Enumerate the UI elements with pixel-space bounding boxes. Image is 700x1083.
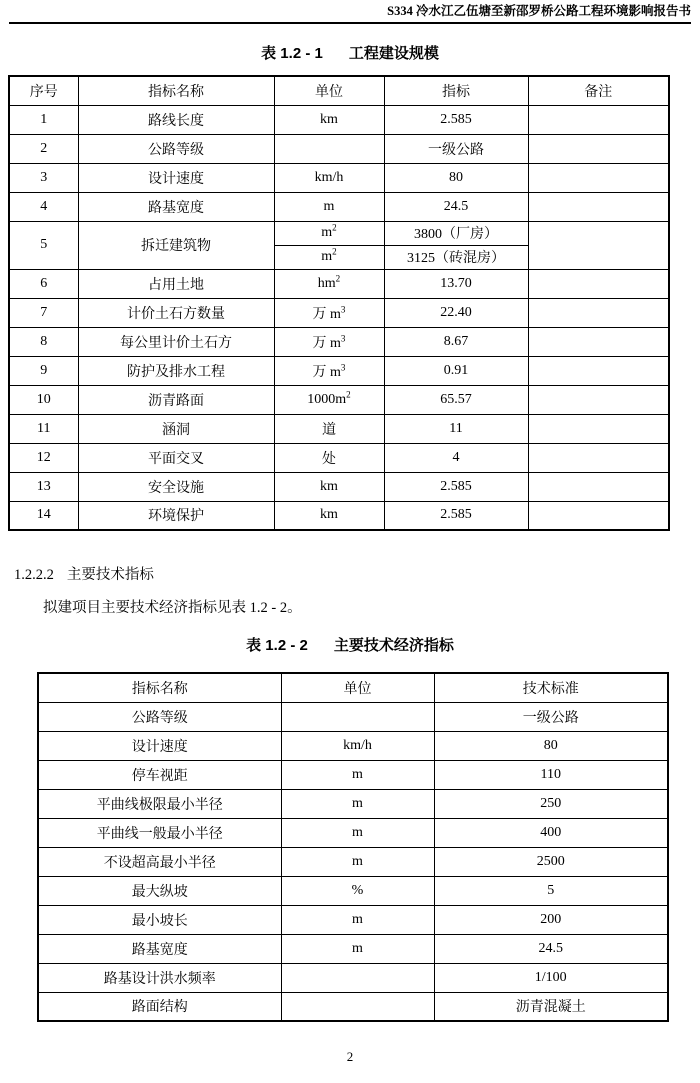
- unit-cell: m: [281, 934, 434, 963]
- indicator-name-cell: 平曲线极限最小半径: [38, 789, 281, 818]
- row-number-cell: 3: [9, 163, 78, 192]
- table1-caption-label: 表 1.2 - 1: [261, 45, 323, 62]
- page-number: 2: [346, 1049, 354, 1064]
- table-header-row: [38, 673, 668, 702]
- unit-cell: km: [274, 501, 384, 530]
- column-header: 指标: [384, 76, 528, 105]
- table-row: [38, 731, 668, 760]
- unit-cell: m: [274, 192, 384, 221]
- row-number-cell: 5: [9, 221, 78, 269]
- section-number: 1.2.2.2: [14, 567, 54, 583]
- column-header: 指标名称: [38, 673, 281, 702]
- standard-value-cell: 2500: [434, 847, 668, 876]
- unit-cell: [281, 992, 434, 1021]
- unit-cell: [281, 702, 434, 731]
- indicator-name-cell: 计价土石方数量: [78, 298, 274, 327]
- unit-cell: $m^2$: [274, 245, 384, 269]
- standard-value-cell: 1/100: [434, 963, 668, 992]
- indicator-name-cell: 最大纵坡: [38, 876, 281, 905]
- row-number-cell: 14: [9, 501, 78, 530]
- indicator-name-cell: 路面结构: [38, 992, 281, 1021]
- unit-cell: km: [274, 472, 384, 501]
- indicator-name-cell: 路线长度: [78, 105, 274, 134]
- indicator-name-cell: 路基宽度: [38, 934, 281, 963]
- unit-cell: [274, 134, 384, 163]
- table-row: [9, 501, 669, 530]
- unit-cell: 万 $m^3$: [274, 327, 384, 356]
- row-number-cell: 1: [9, 105, 78, 134]
- standard-value-cell: 5: [434, 876, 668, 905]
- unit-cell: 处: [274, 443, 384, 472]
- unit-cell: km/h: [281, 731, 434, 760]
- note-cell: [528, 385, 669, 414]
- note-cell: [528, 134, 669, 163]
- table-row: [9, 192, 669, 221]
- indicator-value-cell: 11: [384, 414, 528, 443]
- indicator-value-cell: 2.585: [384, 105, 528, 134]
- indicator-name-cell: 沥青路面: [78, 385, 274, 414]
- row-number-cell: 2: [9, 134, 78, 163]
- technical-indicators-table: [37, 672, 669, 1022]
- table-row: [38, 760, 668, 789]
- column-header: 单位: [281, 673, 434, 702]
- column-header: 序号: [9, 76, 78, 105]
- indicator-name-cell: 最小坡长: [38, 905, 281, 934]
- note-cell: [528, 414, 669, 443]
- table2-header: [38, 673, 668, 702]
- section-heading: [14, 566, 154, 585]
- table-row: [38, 992, 668, 1021]
- unit-cell: 万 $m^3$: [274, 356, 384, 385]
- indicator-value-cell: 13.70: [384, 269, 528, 298]
- table-row: [9, 134, 669, 163]
- document-header-title: S334 冷水江乙伍塘至新邵罗桥公路工程环境影响报告书: [387, 4, 691, 18]
- indicator-name-cell: 每公里计价土石方: [78, 327, 274, 356]
- indicator-value-cell: 8.67: [384, 327, 528, 356]
- indicator-value-cell: 22.40: [384, 298, 528, 327]
- column-header: 指标名称: [78, 76, 274, 105]
- table-row: [9, 163, 669, 192]
- indicator-name-cell: 公路等级: [78, 134, 274, 163]
- table1-caption-title: 工程建设规模: [348, 45, 439, 62]
- note-cell: [528, 443, 669, 472]
- standard-value-cell: 400: [434, 818, 668, 847]
- table-row: [38, 702, 668, 731]
- note-cell: [528, 221, 669, 269]
- standard-value-cell: 80: [434, 731, 668, 760]
- indicator-value-cell: 3125（砖混房）: [384, 245, 528, 269]
- table-header-row: [9, 76, 669, 105]
- row-number-cell: 4: [9, 192, 78, 221]
- table2-caption-label: 表 1.2 - 2: [246, 637, 308, 654]
- indicator-value-cell: 24.5: [384, 192, 528, 221]
- table1-body: [9, 105, 669, 530]
- note-cell: [528, 501, 669, 530]
- table1-caption: [0, 44, 700, 63]
- unit-cell: %: [281, 876, 434, 905]
- indicator-value-cell: 4: [384, 443, 528, 472]
- table-row: [9, 385, 669, 414]
- indicator-name-cell: 公路等级: [38, 702, 281, 731]
- table2-body: [38, 702, 668, 1021]
- row-number-cell: 6: [9, 269, 78, 298]
- indicator-value-cell: 2.585: [384, 472, 528, 501]
- indicator-value-cell: 2.585: [384, 501, 528, 530]
- table1-header: [9, 76, 669, 105]
- table2-caption: [0, 636, 700, 655]
- table2-caption-title: 主要技术经济指标: [333, 637, 454, 654]
- row-number-cell: 8: [9, 327, 78, 356]
- unit-cell: 万 $m^3$: [274, 298, 384, 327]
- note-cell: [528, 269, 669, 298]
- table-row: [9, 414, 669, 443]
- unit-cell: $m^2$: [274, 221, 384, 245]
- table-row: [9, 356, 669, 385]
- table-row: [9, 327, 669, 356]
- note-cell: [528, 472, 669, 501]
- indicator-name-cell: 涵洞: [78, 414, 274, 443]
- indicator-value-cell: 65.57: [384, 385, 528, 414]
- standard-value-cell: 110: [434, 760, 668, 789]
- note-cell: [528, 192, 669, 221]
- note-cell: [528, 105, 669, 134]
- table-row: [9, 269, 669, 298]
- table-row: [9, 221, 669, 245]
- indicator-name-cell: 占用土地: [78, 269, 274, 298]
- note-cell: [528, 356, 669, 385]
- unit-cell: $1000m^2$: [274, 385, 384, 414]
- table-row: [38, 847, 668, 876]
- indicator-value-cell: 0.91: [384, 356, 528, 385]
- indicator-name-cell: 环境保护: [78, 501, 274, 530]
- unit-cell: km/h: [274, 163, 384, 192]
- construction-scale-table: [8, 75, 670, 531]
- table-row: [9, 105, 669, 134]
- indicator-value-cell: 80: [384, 163, 528, 192]
- indicator-name-cell: 路基宽度: [78, 192, 274, 221]
- indicator-value-cell: 一级公路: [384, 134, 528, 163]
- indicator-name-cell: 不设超高最小半径: [38, 847, 281, 876]
- indicator-name-cell: 停车视距: [38, 760, 281, 789]
- unit-cell: m: [281, 760, 434, 789]
- standard-value-cell: 250: [434, 789, 668, 818]
- note-cell: [528, 298, 669, 327]
- table-row: [38, 934, 668, 963]
- row-number-cell: 7: [9, 298, 78, 327]
- table-row: [9, 298, 669, 327]
- row-number-cell: 10: [9, 385, 78, 414]
- body-paragraph: 拟建项目主要技术经济指标见表 1.2 - 2。: [43, 600, 302, 616]
- row-number-cell: 12: [9, 443, 78, 472]
- standard-value-cell: 一级公路: [434, 702, 668, 731]
- table-row: [38, 818, 668, 847]
- indicator-name-cell: 平曲线一般最小半径: [38, 818, 281, 847]
- note-cell: [528, 327, 669, 356]
- table-row: [38, 905, 668, 934]
- column-header: 技术标准: [434, 673, 668, 702]
- unit-cell: $hm^2$: [274, 269, 384, 298]
- table-row: [38, 876, 668, 905]
- indicator-name-cell: 设计速度: [38, 731, 281, 760]
- unit-cell: 道: [274, 414, 384, 443]
- row-number-cell: 11: [9, 414, 78, 443]
- unit-cell: [281, 963, 434, 992]
- unit-cell: m: [281, 818, 434, 847]
- standard-value-cell: 沥青混凝土: [434, 992, 668, 1021]
- indicator-name-cell: 安全设施: [78, 472, 274, 501]
- indicator-value-cell: 3800（厂房）: [384, 221, 528, 245]
- indicator-name-cell: 设计速度: [78, 163, 274, 192]
- row-number-cell: 9: [9, 356, 78, 385]
- table-row: [9, 443, 669, 472]
- indicator-name-cell: 路基设计洪水频率: [38, 963, 281, 992]
- standard-value-cell: 200: [434, 905, 668, 934]
- section-title: 主要技术指标: [66, 567, 154, 583]
- column-header: 备注: [528, 76, 669, 105]
- indicator-name-cell: 防护及排水工程: [78, 356, 274, 385]
- column-header: 单位: [274, 76, 384, 105]
- note-cell: [528, 163, 669, 192]
- unit-cell: m: [281, 847, 434, 876]
- unit-cell: m: [281, 789, 434, 818]
- indicator-name-cell: 拆迁建筑物: [78, 221, 274, 269]
- document-header: [9, 3, 691, 24]
- indicator-name-cell: 平面交叉: [78, 443, 274, 472]
- unit-cell: km: [274, 105, 384, 134]
- table-row: [38, 963, 668, 992]
- standard-value-cell: 24.5: [434, 934, 668, 963]
- table-row: [9, 472, 669, 501]
- technical-indicators-table-container: [37, 672, 669, 1022]
- unit-cell: m: [281, 905, 434, 934]
- construction-scale-table-container: [8, 75, 670, 531]
- row-number-cell: 13: [9, 472, 78, 501]
- table-row: [38, 789, 668, 818]
